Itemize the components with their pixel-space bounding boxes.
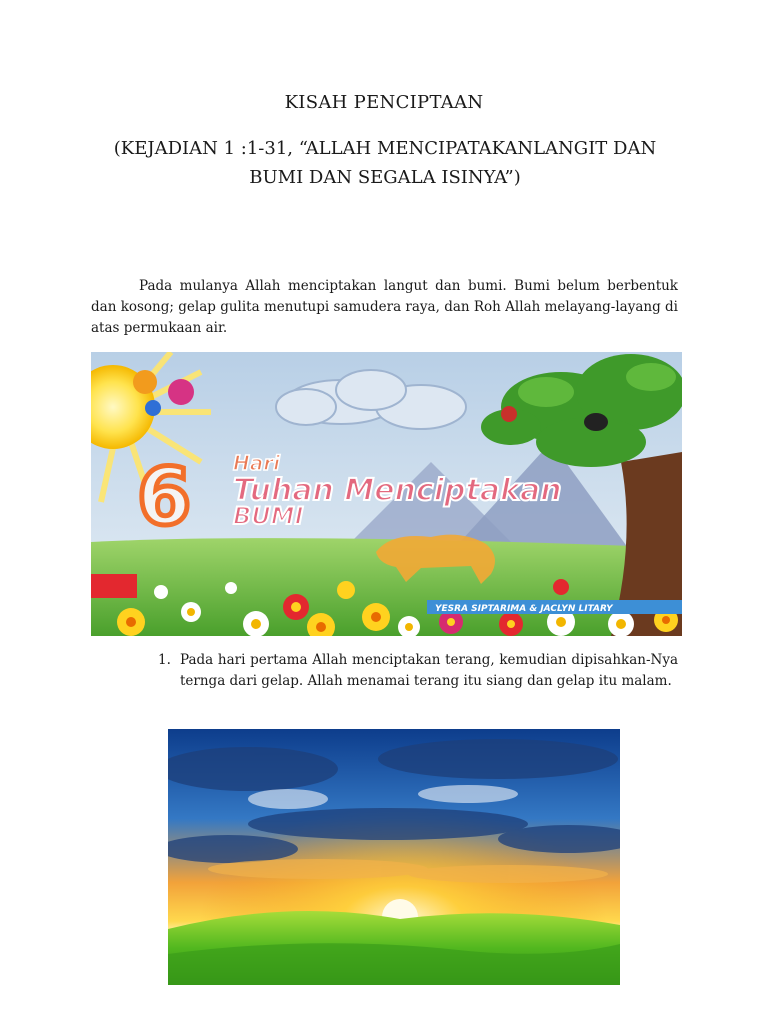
cover-title-line2: Tuhan Menciptakan (233, 473, 562, 508)
cover-title-line3: BUMI (233, 502, 304, 530)
page-subtitle: (KEJADIAN 1 :1-31, “ALLAH MENCIPATAKANLANGIT DAN BUMI DAN SEGALA ISINYA”) (113, 138, 657, 188)
list-item-number: 1. (158, 652, 171, 668)
book-cover-image (91, 352, 682, 636)
cover-number: 6 (137, 453, 192, 543)
cover-authors: YESRA SIPTARIMA & JACLYN LITARY (435, 604, 613, 614)
intro-paragraph: Pada mulanya Allah menciptakan langut dan bumi. Bumi belum berbentuk dan kosong; gelap gulita menutupi samudera raya, dan Roh Allah melayang-layang di atas permukaan air. (91, 278, 678, 336)
sunrise-image (168, 729, 620, 985)
page-title: KISAH PENCIPTAAN (284, 92, 484, 113)
list-item-text: Pada hari pertama Allah menciptakan terang, kemudian dipisahkan-Nya ternga dari gelap. Allah menamai terang itu siang dan gelap itu malam. (180, 652, 678, 689)
cover-title-line1: Hari (233, 451, 280, 475)
